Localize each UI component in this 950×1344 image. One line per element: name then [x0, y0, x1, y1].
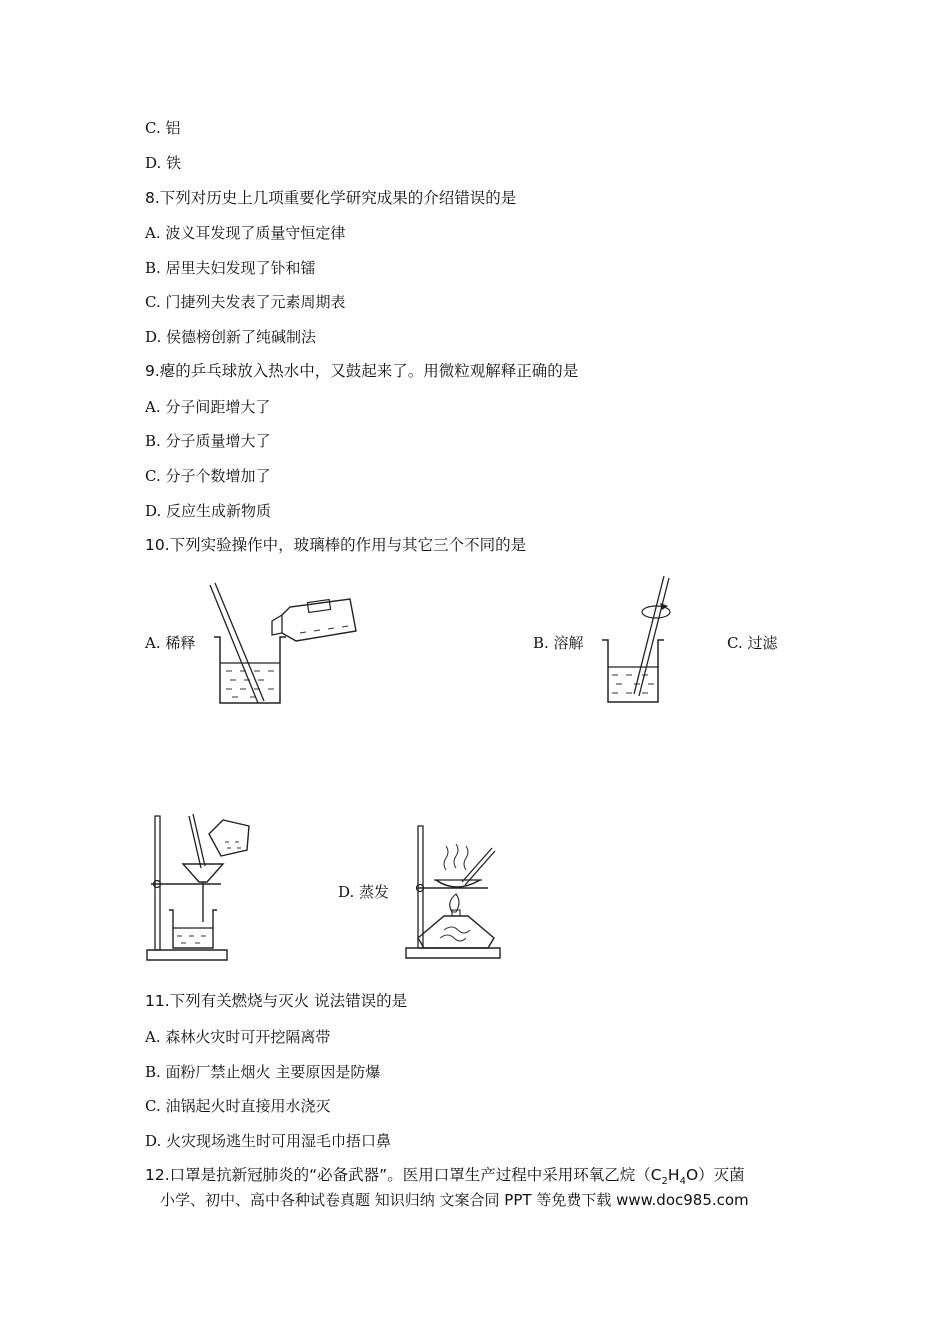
- beaker-stirring-figure: [598, 570, 678, 710]
- steam-icon: [444, 846, 448, 870]
- bottle-neck: [272, 615, 282, 635]
- q9-option-d: D. 反应生成新物质: [145, 502, 272, 520]
- evaporation-apparatus-figure: [400, 822, 510, 962]
- q8-option-d: D. 侯德榜创新了纯碱制法: [145, 328, 317, 346]
- q9-option-a: A. 分子间距增大了: [145, 398, 271, 416]
- stand-rod: [418, 826, 423, 948]
- funnel: [183, 864, 223, 882]
- q12-stem-end: O）灭菌: [685, 1166, 745, 1184]
- beaker-outline: [602, 640, 664, 702]
- q11-stem: 11.下列有关燃烧与灭火 说法错误的是: [145, 992, 408, 1010]
- q9-stem: 9.瘪的乒乓球放入热水中，又鼓起来了。用微粒观解释正确的是: [145, 362, 579, 380]
- alcohol-lamp: [418, 916, 494, 948]
- q11-option-a: A. 森林火灾时可开挖隔离带: [145, 1028, 331, 1046]
- filtration-apparatus-figure: [143, 812, 258, 967]
- q8-stem: 8.下列对历史上几项重要化学研究成果的介绍错误的是: [145, 189, 517, 207]
- q11-option-b: B. 面粉厂禁止烟火 主要原因是防爆: [145, 1063, 381, 1081]
- receiving-beaker: [169, 910, 217, 948]
- q10-option-a: A. 稀释: [145, 634, 196, 652]
- flame-icon: [450, 894, 459, 912]
- beaker-pouring-figure: [200, 575, 370, 715]
- q12-stem-start: 12.口罩是抗新冠肺炎的“必备武器”。医用口罩生产过程中采用环氧乙烷（C: [145, 1166, 662, 1184]
- q10-option-d: D. 蒸发: [338, 883, 390, 901]
- q10-stem: 10.下列实验操作中，玻璃棒的作用与其它三个不同的是: [145, 536, 527, 554]
- glass-rod-left-edge: [210, 585, 258, 703]
- q7-option-d: D. 铁: [145, 154, 182, 172]
- stand-rod: [155, 816, 160, 950]
- page-footer: 小学、初中、高中各种试卷真题 知识归纳 文案合同 PPT 等免费下载 www.doc985.com: [160, 1191, 749, 1209]
- pouring-beaker: [209, 820, 249, 856]
- q9-option-c: C. 分子个数增加了: [145, 467, 271, 485]
- pouring-bottle: [282, 599, 356, 641]
- stand-base: [147, 950, 227, 960]
- stand-base: [406, 948, 500, 958]
- q10-option-c: C. 过滤: [727, 634, 778, 652]
- q12-subscript-4: 4: [679, 1176, 686, 1188]
- q12-stem: [145, 1165, 745, 1192]
- q8-option-b: B. 居里夫妇发现了钋和镭: [145, 259, 316, 277]
- beaker-outline: [214, 637, 286, 703]
- evaporating-dish: [436, 880, 480, 887]
- q9-option-b: B. 分子质量增大了: [145, 432, 271, 450]
- q10-option-b: B. 溶解: [533, 634, 584, 652]
- glass-rod-right-edge: [639, 578, 669, 696]
- glass-rod-right-edge: [215, 583, 264, 701]
- q8-option-a: A. 波义耳发现了质量守恒定律: [145, 224, 346, 242]
- q7-option-c: C. 铝: [145, 119, 181, 137]
- q8-option-c: C. 门捷列夫发表了元素周期表: [145, 293, 346, 311]
- q12-subscript-2: 2: [661, 1176, 668, 1188]
- q12-stem-mid: H: [667, 1166, 680, 1184]
- q11-option-d: D. 火灾现场逃生时可用湿毛巾捂口鼻: [145, 1132, 392, 1150]
- q11-option-c: C. 油锅起火时直接用水浇灭: [145, 1097, 331, 1115]
- glass-rod: [462, 848, 492, 882]
- glass-rod-left-edge: [634, 576, 664, 694]
